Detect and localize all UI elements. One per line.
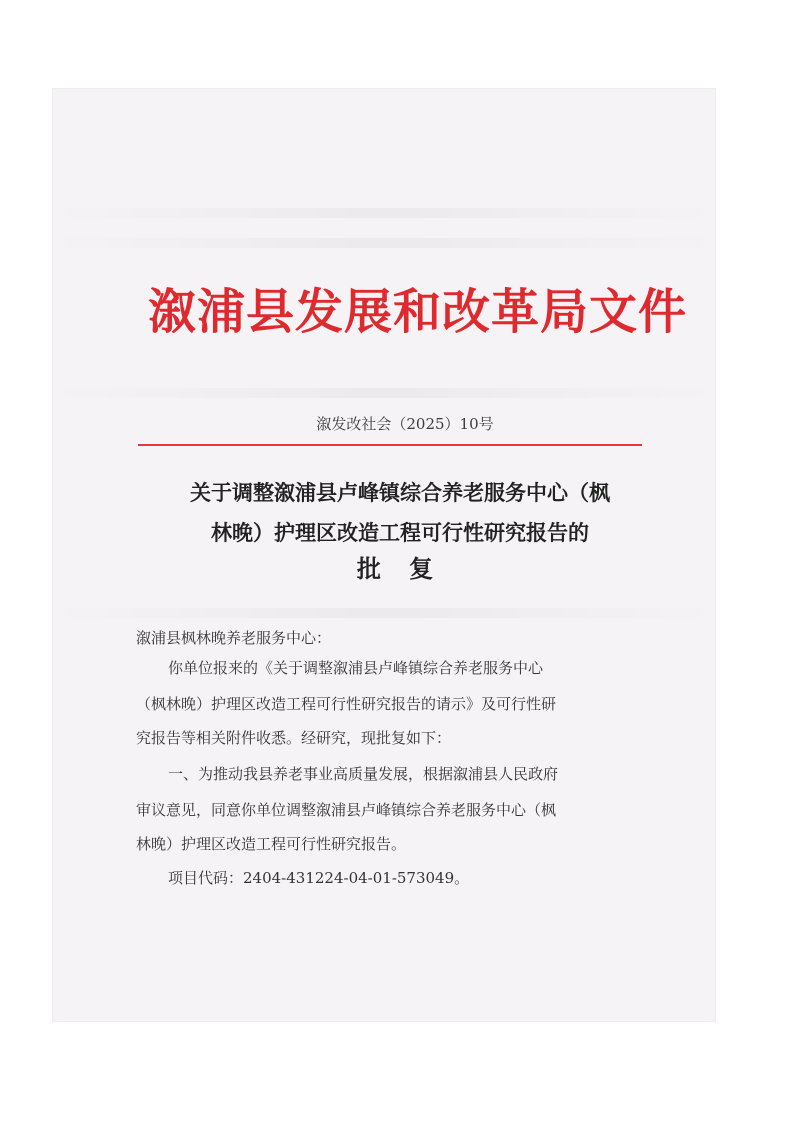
document-number: 溆发改社会（2025）10号 — [316, 415, 494, 433]
addressee: 溆浦县枫林晚养老服务中心： — [136, 629, 332, 647]
body-line-6: 林晚）护理区改造工程可行性研究报告。 — [136, 835, 407, 853]
document-title-line-1: 关于调整溆浦县卢峰镇综合养老服务中心（枫 — [190, 480, 610, 505]
bleed-through-line — [52, 238, 716, 248]
body-line-2: （枫林晚）护理区改造工程可行性研究报告的请示》及可行性研 — [136, 695, 557, 713]
bleed-through-line — [52, 608, 716, 618]
project-code-line: 项目代码：2404-431224-04-01-573049。 — [168, 869, 470, 887]
body-line-3: 究报告等相关附件收悉。经研究，现批复如下： — [136, 729, 452, 747]
red-divider-line — [138, 444, 642, 446]
body-line-5: 审议意见，同意你单位调整溆浦县卢峰镇综合养老服务中心（枫 — [136, 801, 557, 819]
bleed-through-line — [52, 208, 716, 218]
bleed-through-line — [52, 388, 716, 398]
body-line-1: 你单位报来的《关于调整溆浦县卢峰镇综合养老服务中心 — [168, 659, 544, 677]
document-title-line-2: 林晚）护理区改造工程可行性研究报告的 — [211, 520, 589, 545]
body-line-4: 一、为推动我县养老事业高质量发展，根据溆浦县人民政府 — [168, 765, 559, 783]
document-header-title: 溆浦县发展和改革局文件 — [148, 284, 688, 340]
document-title-line-3: 批 复 — [356, 554, 444, 583]
